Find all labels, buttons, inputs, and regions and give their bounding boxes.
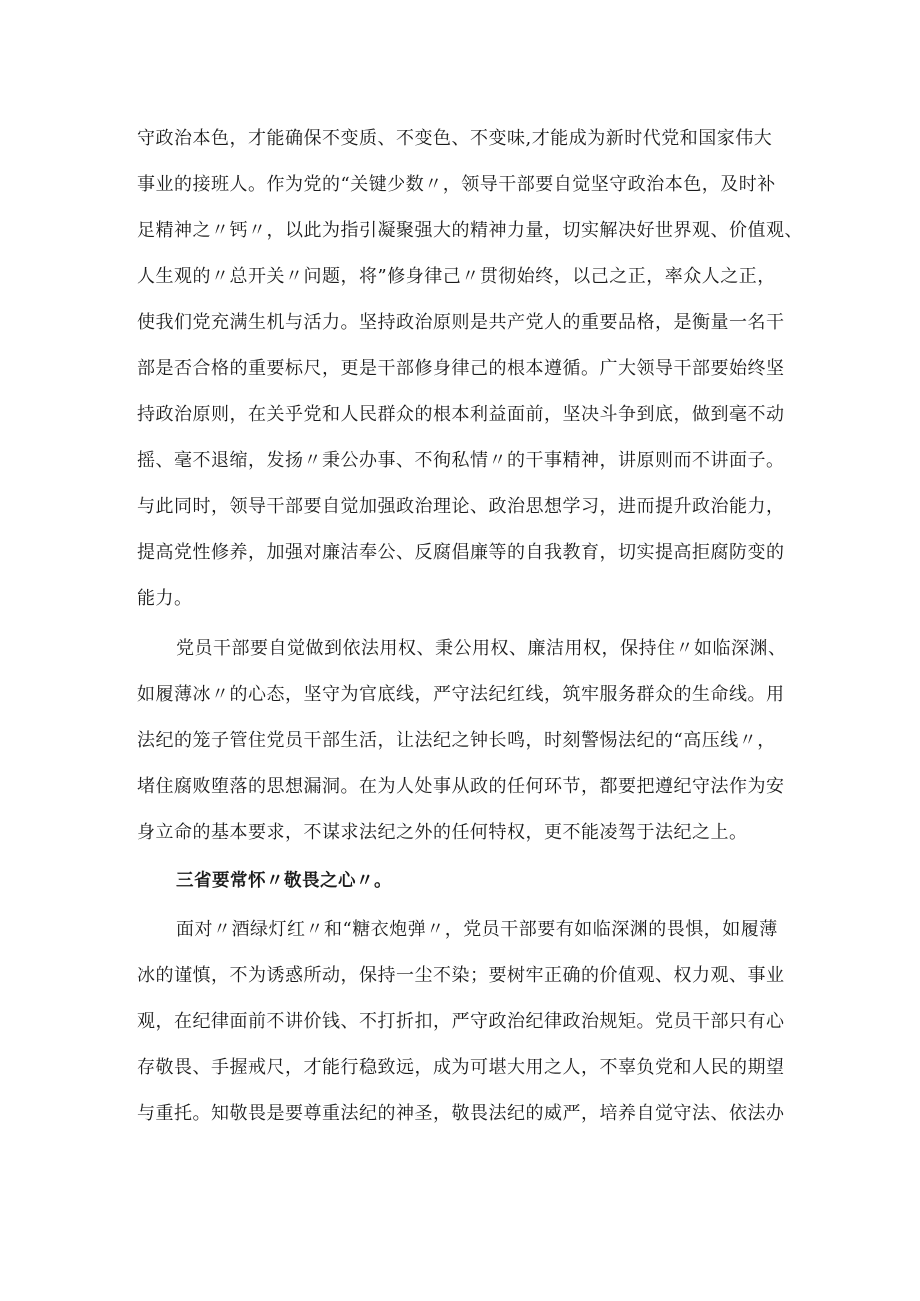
- p1-line-8: 摇、毫不退缩，发扬〃秉公办事、不徇私情〃的干事精神，讲原则而不讲面子。: [137, 450, 785, 471]
- p2-line-2: 如履薄冰〃的心态，坚守为官底线，严守法纪红线，筑牢服务群众的生命线。用: [137, 684, 785, 705]
- p2-line-4: 堵住腐败堕落的思想漏洞。在为人处事从政的任何环节，都要把遵纪守法作为安: [137, 776, 785, 797]
- p1-line-2: 事业的接班人。作为党的“关键少数〃，领导干部要自觉坚守政治本色，及时补: [137, 174, 776, 195]
- p1-line-11: 能力。: [137, 588, 193, 609]
- p1-line-4: 人生观的〃总开关〃问题，将”修身律己〃贯彻始终，以己之正，率众人之正，: [137, 266, 776, 287]
- p1-line-10: 提高党性修养，加强对廉洁奉公、反腐倡廉等的自我教育，切实提高拒腐防变的: [137, 542, 785, 563]
- p2-line-1: 党员干部要自觉做到依法用权、秉公用权、廉洁用权，保持住〃如临深渊、: [176, 638, 787, 659]
- p3-line-1: 面对〃酒绿灯红〃和“糖衣炮弹〃，党员干部要有如临深渊的畏惧，如履薄: [176, 919, 778, 940]
- p3-line-2: 冰的谨慎，不为诱惑所动，保持一尘不染；要树牢正确的价值观、权力观、事业: [137, 965, 785, 986]
- p3-line-3: 观，在纪律面前不讲价钱、不打折扣，严守政治纪律政治规矩。党员干部只有心: [137, 1011, 785, 1032]
- p3-line-5: 与重托。知敬畏是要尊重法纪的神圣，敬畏法纪的威严，培养自觉守法、依法办: [137, 1103, 785, 1124]
- p3-line-4: 存敬畏、手握戒尺，才能行稳致远，成为可堪大用之人，不辜负党和人民的期望: [137, 1057, 785, 1078]
- p1-line-7: 持政治原则，在关乎党和人民群众的根本利益面前，坚决斗争到底，做到毫不动: [137, 404, 785, 425]
- p1-line-6: 部是否合格的重要标尺，更是干部修身律己的根本遵循。广大领导干部要始终坚: [137, 358, 785, 379]
- p2-line-3: 法纪的笼子管住党员干部生活，让法纪之钟长鸣，时刻警惕法纪的“高压线〃，: [137, 730, 776, 751]
- p1-line-5: 使我们党充满生机与活力。坚持政治原则是共产党人的重要品格，是衡量一名干: [137, 312, 785, 333]
- p2-line-5: 身立命的基本要求，不谋求法纪之外的任何特权，更不能凌驾于法纪之上。: [137, 822, 748, 843]
- p1-line-3: 足精神之〃钙〃，以此为指引凝聚强大的精神力量，切实解决好世界观、价值观、: [137, 220, 803, 241]
- p1-line-1: 守政治本色，才能确保不变质、不变色、不变味,才能成为新时代党和国家伟大: [137, 128, 773, 149]
- p1-line-9: 与此同时，领导干部要自觉加强政治理论、政治思想学习，进而提升政治能力，: [137, 496, 785, 517]
- section-heading: 三省要常怀〃敬畏之心〃。: [176, 871, 392, 891]
